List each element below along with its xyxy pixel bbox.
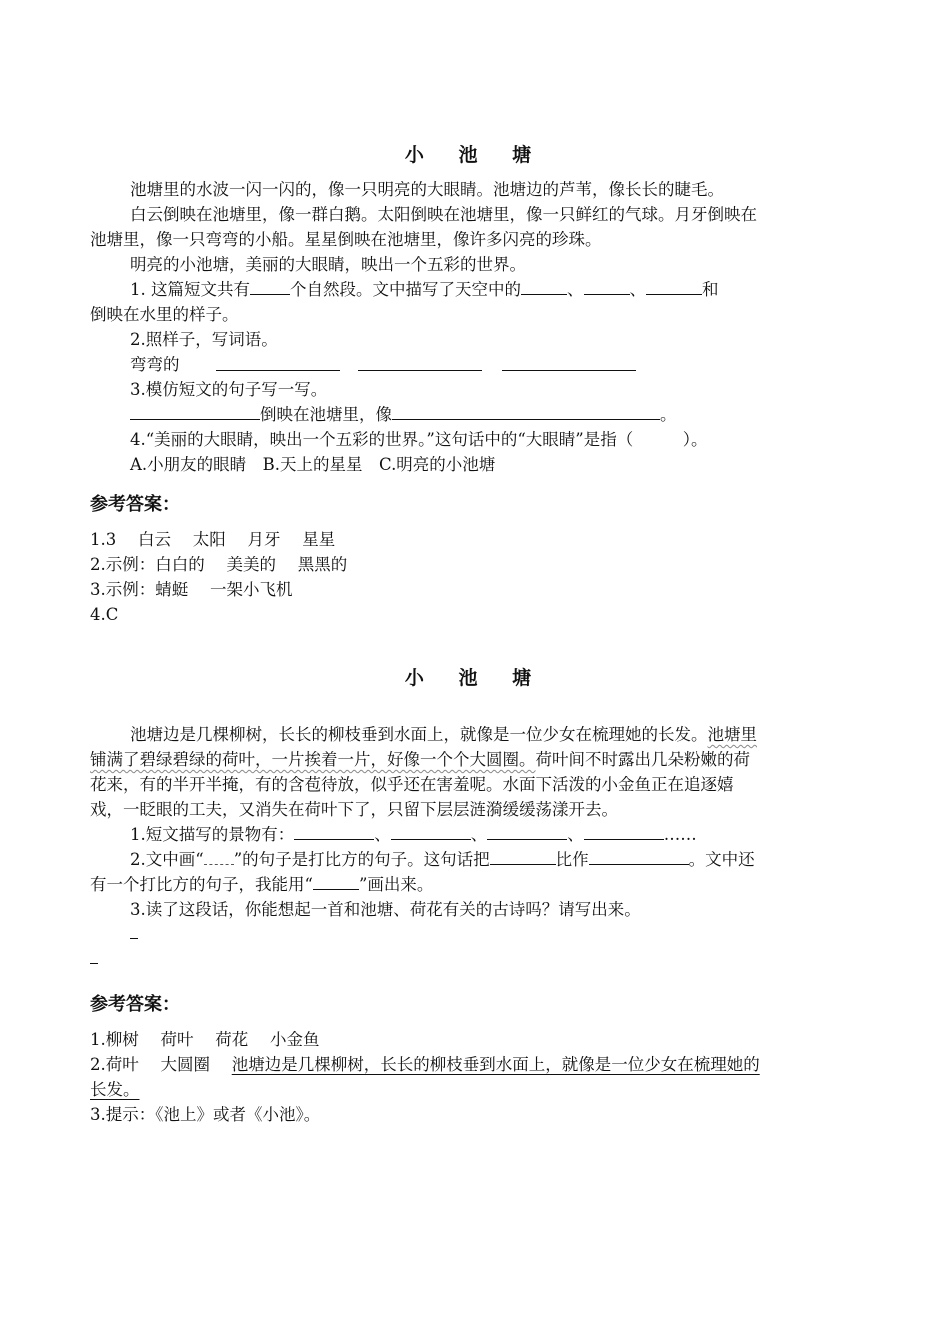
p2q2-blank-3[interactable]	[313, 873, 359, 890]
p2q2-blank-2[interactable]	[589, 848, 689, 865]
p2q1-sep-2: 、	[470, 825, 488, 844]
p2q2-text-e: 有一个打比方的句子，我能用“	[90, 875, 313, 894]
passage1-question-4: 4.“美丽的大眼睛，映出一个五彩的世界。”这句话中的“大眼睛”是指（ ）。	[130, 430, 708, 449]
passage2-paragraph-c: 花来，有的半开半掩，有的含苞待放，似乎还在害羞呢。水面下活泼的小金鱼正在追逐嬉	[90, 775, 734, 794]
p2q2-text-a: 2.文中画“	[130, 850, 204, 869]
answers2-line-3: 3.提示：《池上》或者《小池》。	[90, 1105, 321, 1124]
answers2-line-2-underlined: 池塘边是几棵柳树，长长的柳枝垂到水面上，就像是一位少女在梳理她的	[231, 1055, 760, 1074]
passage1-question-2-example: 弯弯的	[130, 355, 180, 374]
q1-text-b: 个自然段。文中描写了天空中的	[290, 280, 521, 299]
passage2-title: 小 池 塘	[404, 667, 546, 689]
p2q2-text-f: ”画出来。	[358, 875, 434, 894]
answers2-line-1: 1.柳树 荷叶 荷花 小金鱼	[90, 1030, 320, 1049]
p2q1-end: ……	[663, 825, 697, 844]
passage1-question-1	[130, 277, 860, 302]
p2q1-sep-1: 、	[374, 825, 391, 844]
passage2-paragraph-b	[90, 747, 860, 772]
answers1-line-1: 1.3 白云 太阳 月牙 星星	[90, 530, 336, 549]
q1-text-e: 和	[702, 280, 719, 299]
p2q3-answer-line-2[interactable]	[90, 963, 98, 964]
q1-blank-count[interactable]	[250, 278, 290, 295]
q2-blank-2[interactable]	[358, 370, 482, 371]
answers2-line-2	[90, 1052, 860, 1077]
passage2-question-1	[130, 822, 860, 847]
passage1-question-1-cont: 倒映在水里的样子。	[90, 305, 239, 324]
answers2-heading: 参考答案：	[90, 994, 180, 1015]
passage2-paragraph-a	[130, 722, 860, 747]
passage2-text-b: 荷叶间不时露出几朵粉嫩的荷	[535, 750, 750, 769]
q1-blank-3[interactable]	[646, 278, 702, 295]
answers1-line-3: 3.示例：蜻蜓 一架小飞机	[90, 580, 293, 599]
q1-blank-2[interactable]	[584, 278, 630, 295]
p2q2-blank-1[interactable]	[490, 848, 556, 865]
p2q3-answer-line-1[interactable]	[130, 938, 138, 939]
p2q1-blank-4[interactable]	[584, 823, 664, 840]
passage1-paragraph-2b: 池塘里，像一只弯弯的小船。星星倒映在池塘里，像许多闪亮的珍珠。	[90, 230, 602, 249]
passage1-question-4-options: A.小朋友的眼睛 B.天上的星星 C.明亮的小池塘	[130, 455, 496, 474]
p2q1-sep-3: 、	[567, 825, 584, 844]
answers2-line-2-underlined-cont: 长发。	[90, 1080, 140, 1099]
answers2-line-2-pre: 2.荷叶 大圆圈	[90, 1055, 232, 1074]
q3-text-mid: 倒映在池塘里，像	[260, 405, 392, 424]
p2q2-wavy-sample	[204, 848, 234, 865]
q1-sep-2: 、	[629, 280, 646, 299]
passage2-text-a: 池塘边是几棵柳树，长长的柳枝垂到水面上，就像是一位少女在梳理她的长发。	[130, 725, 708, 744]
answers1-heading: 参考答案：	[90, 494, 180, 515]
passage1-paragraph-1: 池塘里的水波一闪一闪的，像一只明亮的大眼睛。池塘边的芦苇，像长长的睫毛。	[130, 180, 724, 199]
answers2-line-2-cont	[90, 1077, 860, 1102]
p2q1-blank-3[interactable]	[487, 823, 567, 840]
passage2-question-2-cont	[90, 872, 860, 897]
p2q1-text: 1.短文描写的景物有：	[130, 825, 295, 844]
passage2-question-2	[130, 847, 860, 872]
passage2-wavy-a: 池塘里	[707, 725, 757, 744]
p2q2-text-c: 比作	[555, 850, 589, 869]
passage1-question-2: 2.照样子，写词语。	[130, 330, 278, 349]
p2q1-blank-2[interactable]	[391, 823, 471, 840]
passage2-question-3: 3.读了这段话，你能想起一首和池塘、荷花有关的古诗吗？请写出来。	[130, 900, 641, 919]
answers1-line-4: 4.C	[90, 605, 119, 624]
passage2-paragraph-d: 戏，一眨眼的工夫，又消失在荷叶下了，只留下层层涟漪缓缓荡漾开去。	[90, 800, 618, 819]
p2q2-text-d: 。文中还	[688, 850, 755, 869]
passage1-paragraph-2a: 白云倒映在池塘里，像一群白鹅。太阳倒映在池塘里，像一只鲜红的气球。月牙倒映在	[130, 205, 757, 224]
q3-blank-1[interactable]	[130, 403, 260, 420]
passage1-question-3-line	[130, 402, 860, 427]
passage1-question-3: 3.模仿短文的句子写一写。	[130, 380, 328, 399]
q3-blank-2[interactable]	[392, 403, 660, 420]
p2q1-blank-1[interactable]	[294, 823, 374, 840]
q1-text-a: 1. 这篇短文共有	[130, 280, 250, 299]
q1-sep-1: 、	[567, 280, 584, 299]
q2-blank-1[interactable]	[216, 370, 340, 371]
passage2-wavy-b: 铺满了碧绿碧绿的荷叶，一片挨着一片，好像一个个大圆圈。	[90, 750, 536, 769]
q3-text-end: 。	[660, 405, 677, 424]
q2-blank-3[interactable]	[502, 370, 636, 371]
passage1-title: 小 池 塘	[404, 144, 546, 166]
passage1-paragraph-3: 明亮的小池塘，美丽的大眼睛，映出一个五彩的世界。	[130, 255, 526, 274]
q1-blank-1[interactable]	[521, 278, 567, 295]
p2q2-text-b: ”的句子是打比方的句子。这句话把	[233, 850, 490, 869]
answers1-line-2: 2.示例：白白的 美美的 黑黑的	[90, 555, 348, 574]
